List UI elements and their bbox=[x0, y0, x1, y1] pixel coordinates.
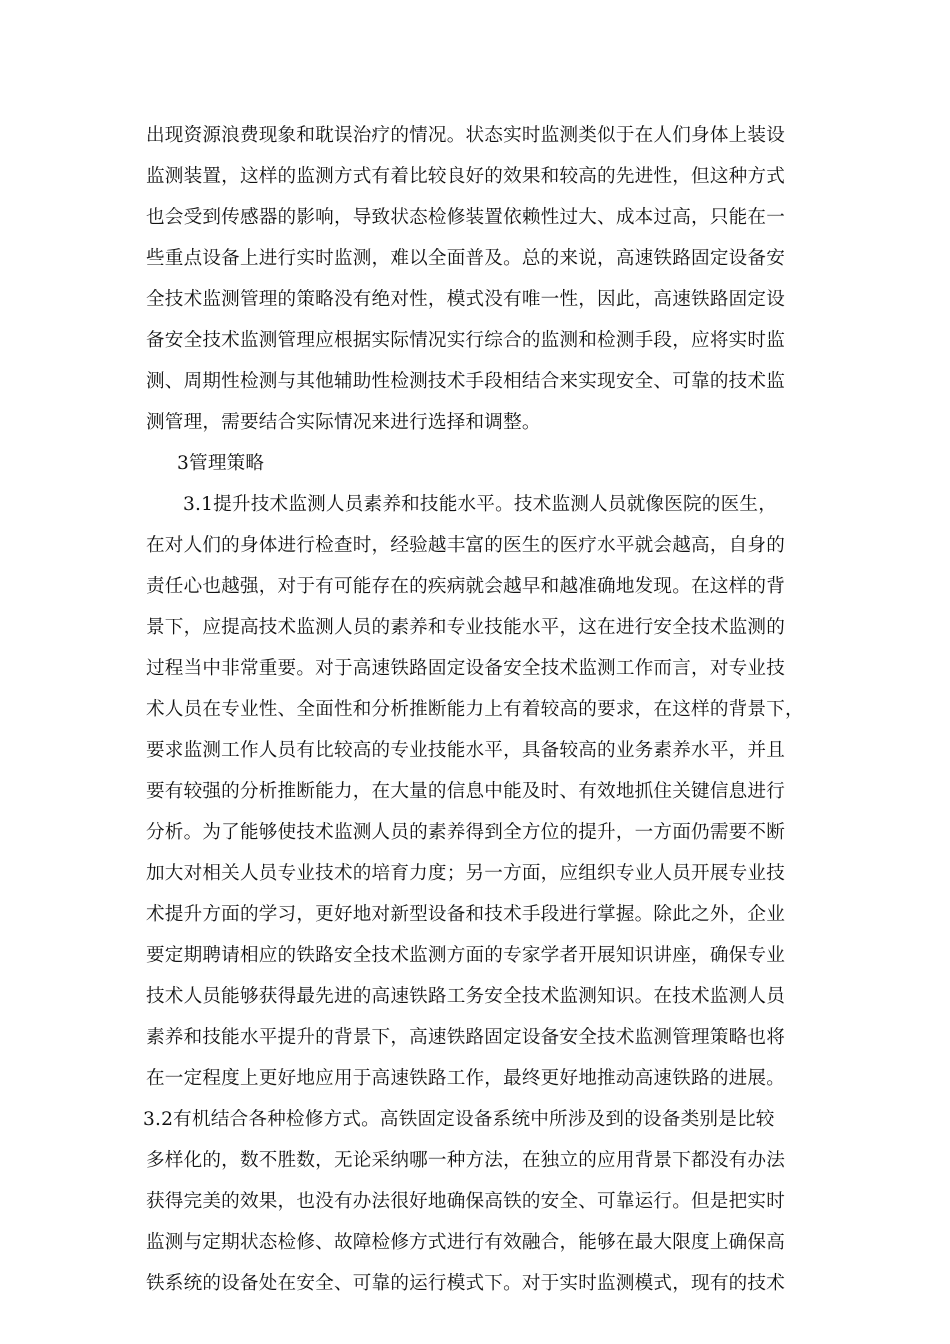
text-line: 多样化的，数不胜数，无论采纳哪一种方法，在独立的应用背景下都没有办法 bbox=[146, 1150, 785, 1171]
text-line: 些重点设备上进行实时监测，难以全面普及。总的来说，高速铁路固定设备安 bbox=[146, 248, 785, 269]
text-line: 在对人们的身体进行检查时，经验越丰富的医生的医疗水平就会越高，自身的 bbox=[146, 535, 785, 556]
subsection-heading-line: 3.2有机结合各种检修方式。高铁固定设备系统中所涉及到的设备类别是比较 bbox=[143, 1109, 775, 1130]
text-line: 监测装置，这样的监测方式有着比较良好的效果和较高的先进性，但这种方式 bbox=[146, 166, 785, 187]
text-line: 测管理，需要结合实际情况来进行选择和调整。 bbox=[146, 412, 541, 433]
text-line: 获得完美的效果，也没有办法很好地确保高铁的安全、可靠运行。但是把实时 bbox=[146, 1191, 785, 1212]
text-line: 铁系统的设备处在安全、可靠的运行模式下。对于实时监测模式，现有的技术 bbox=[146, 1273, 785, 1294]
text-line: 加大对相关人员专业技术的培育力度；另一方面，应组织专业人员开展专业技 bbox=[146, 863, 785, 884]
text-line: 出现资源浪费现象和耽误治疗的情况。状态实时监测类似于在人们身体上装设 bbox=[146, 125, 785, 146]
text-line: 测、周期性检测与其他辅助性检测技术手段相结合来实现安全、可靠的技术监 bbox=[146, 371, 785, 392]
subsection-heading-line: 3.1提升技术监测人员素养和技能水平。技术监测人员就像医院的医生， bbox=[183, 494, 777, 515]
text-line: 景下，应提高技术监测人员的素养和专业技能水平，这在进行安全技术监测的 bbox=[146, 617, 785, 638]
text-line: 术提升方面的学习，更好地对新型设备和技术手段进行掌握。除此之外，企业 bbox=[146, 904, 785, 925]
text-line: 过程当中非常重要。对于高速铁路固定设备安全技术监测工作而言，对专业技 bbox=[146, 658, 785, 679]
text-line: 素养和技能水平提升的背景下，高速铁路固定设备安全技术监测管理策略也将 bbox=[146, 1027, 785, 1048]
text-line: 要定期聘请相应的铁路安全技术监测方面的专家学者开展知识讲座，确保专业 bbox=[146, 945, 785, 966]
text-line: 在一定程度上更好地应用于高速铁路工作，最终更好地推动高速铁路的进展。 bbox=[146, 1068, 785, 1089]
text-line: 也会受到传感器的影响，导致状态检修装置依赖性过大、成本过高，只能在一 bbox=[146, 207, 785, 228]
text-line: 要求监测工作人员有比较高的专业技能水平，具备较高的业务素养水平，并且 bbox=[146, 740, 785, 761]
section-heading: 3管理策略 bbox=[177, 453, 265, 474]
text-line: 全技术监测管理的策略没有绝对性，模式没有唯一性，因此，高速铁路固定设 bbox=[146, 289, 785, 310]
text-line: 责任心也越强，对于有可能存在的疾病就会越早和越准确地发现。在这样的背 bbox=[146, 576, 785, 597]
text-line: 要有较强的分析推断能力，在大量的信息中能及时、有效地抓住关键信息进行 bbox=[146, 781, 785, 802]
text-line: 监测与定期状态检修、故障检修方式进行有效融合，能够在最大限度上确保高 bbox=[146, 1232, 785, 1253]
text-line: 技术人员能够获得最先进的高速铁路工务安全技术监测知识。在技术监测人员 bbox=[146, 986, 785, 1007]
text-line: 备安全技术监测管理应根据实际情况实行综合的监测和检测手段，应将实时监 bbox=[146, 330, 785, 351]
text-line: 分析。为了能够使技术监测人员的素养得到全方位的提升，一方面仍需要不断 bbox=[146, 822, 785, 843]
text-line: 术人员在专业性、全面性和分析推断能力上有着较高的要求，在这样的背景下， bbox=[146, 699, 804, 720]
